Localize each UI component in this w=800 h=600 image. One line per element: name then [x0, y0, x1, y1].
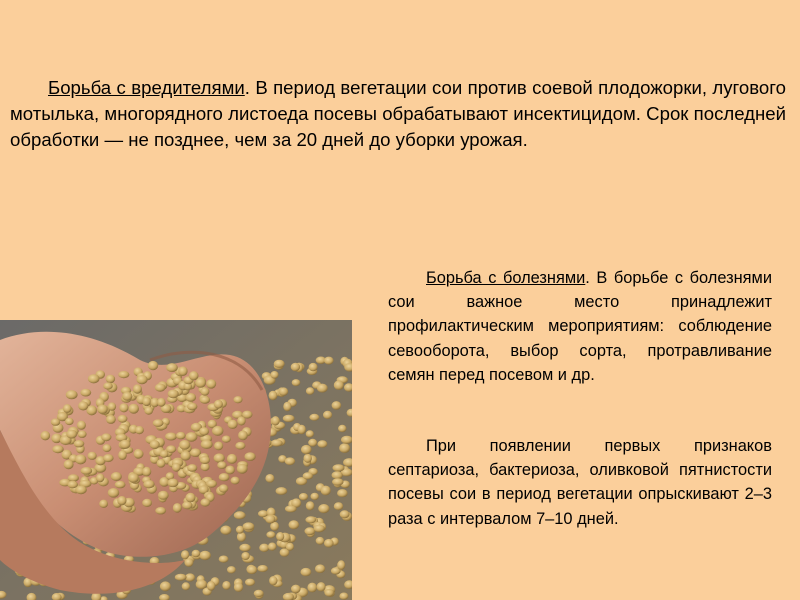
symptoms-paragraph — [388, 434, 772, 531]
pests-body: . В период вегетации сои против соевой плодожорки, лугового мотылька, многорядного листоеда посевы обрабатывают инсектицидом. Срок последней обработки — не позднее, чем за 20 дней до уборки урожая. — [10, 77, 786, 150]
diseases-paragraph — [388, 266, 772, 387]
diseases-heading: Борьба с болезнями — [426, 269, 586, 287]
pests-heading: Борьба с вредителями — [48, 77, 245, 98]
diseases-body: . В борьбе с болезнями сои важное место принадлежит профилактическим мероприятиям: соблюдение севооборота, выбор сорта, протравливание семян перед посевом и др. — [388, 269, 772, 384]
symptoms-body: При появлении первых признаков септариоза, бактериоза, оливковой пятнистости посевы сои в период вегетации опрыскивают 2–3 раза с интервалом 7–10 дней. — [388, 437, 772, 528]
pests-paragraph — [10, 75, 786, 153]
soybean-hands-photo — [0, 320, 352, 600]
